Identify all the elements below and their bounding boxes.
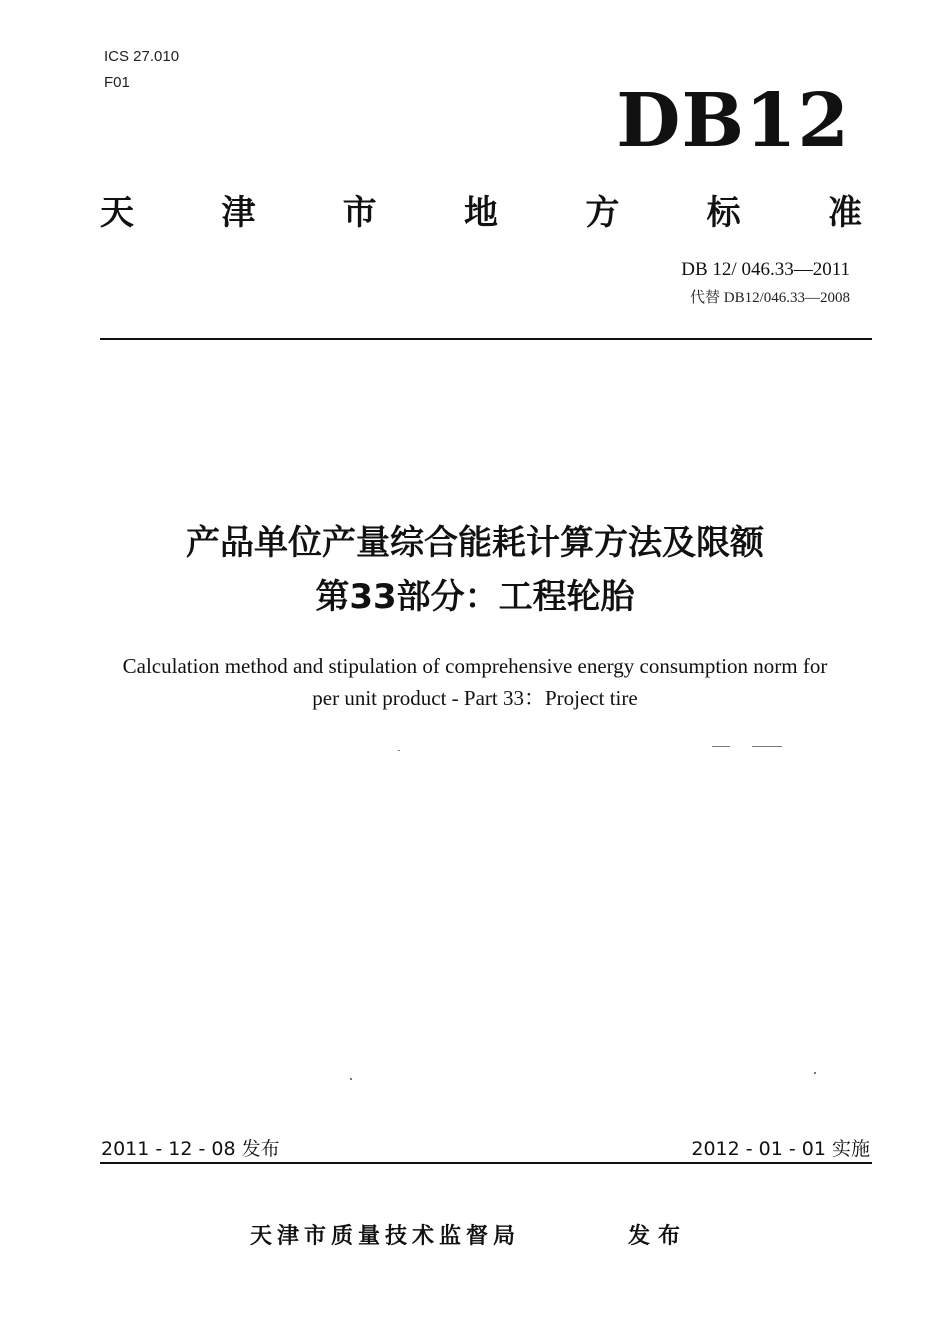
scan-speck xyxy=(814,1072,816,1074)
standard-type-char: 标 xyxy=(706,192,741,233)
header-divider xyxy=(100,338,872,340)
replaces-standard: 代替 DB12/046.33—2008 xyxy=(689,290,850,306)
publish-label: 发布 xyxy=(628,1224,689,1249)
scan-speck xyxy=(712,746,730,747)
standard-type-char: 准 xyxy=(827,192,862,233)
ccs-code: F01 xyxy=(104,74,130,91)
standard-type-heading xyxy=(100,184,862,234)
title-chinese-line-1: 产品单位产量综合能耗计算方法及限额 xyxy=(186,523,764,563)
title-english-line-2: per unit product - Part 33：Project tire xyxy=(312,686,638,710)
scan-speck xyxy=(398,750,400,751)
standard-type-char: 市 xyxy=(342,192,377,233)
standard-type-char: 天 xyxy=(100,192,134,233)
scan-speck xyxy=(752,746,782,747)
standard-type-char: 地 xyxy=(463,192,498,233)
title-english-line-1: Calculation method and stipulation of comprehensive energy consumption norm for xyxy=(122,654,828,678)
standard-type-char: 津 xyxy=(221,192,256,233)
ics-code: ICS 27.010 xyxy=(104,48,180,65)
title-chinese-line-2: 第33部分：工程轮胎 xyxy=(315,577,635,617)
scan-speck xyxy=(350,1078,352,1080)
implement-date: 2012 - 01 - 01 实施 xyxy=(691,1138,870,1160)
issue-date: 2011 - 12 - 08 发布 xyxy=(101,1138,280,1160)
standard-number: DB 12/ 046.33—2011 xyxy=(681,259,850,280)
db12-logo: DB12 xyxy=(616,78,850,164)
footer-divider xyxy=(100,1162,872,1164)
standard-type-char: 方 xyxy=(585,192,620,233)
publisher-name: 天津市质量技术监督局 xyxy=(250,1224,521,1249)
